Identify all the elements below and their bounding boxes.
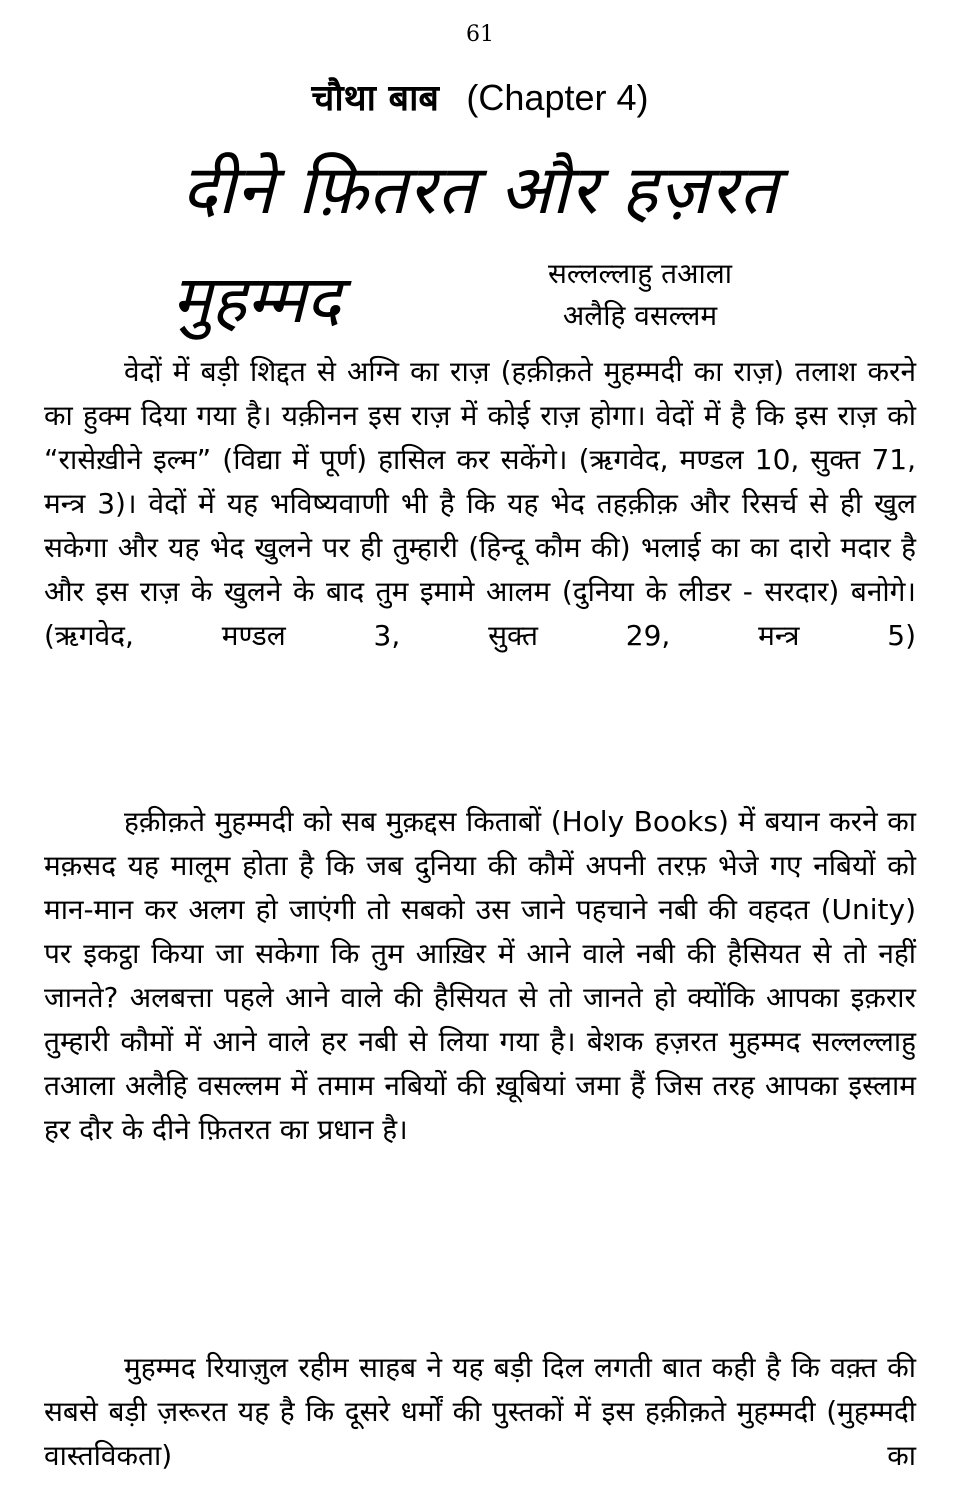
page-title: दीने फ़ितरत और हज़रत <box>181 151 779 230</box>
paragraph-1-text: वेदों में बड़ी शिद्दत से अग्नि का राज़ (हक़ीक़ते मुहम्मदी का राज़) तलाश करने का हुक्म दिया गया है। यक़ीनन इस राज़ में कोई राज़ होगा। वेदों में है कि इस राज़ को “रासेख़ीने इल्म” (विद्या में पूर्ण) हासिल कर सकेंगे। (ऋगवेद, मण्डल 10, सुक्त 71, मन्त्र 3)। वेदों में यह भविष्यवाणी भी है कि यह भेद तहक़ीक़ और रिसर्च से ही खुल सकेगा और यह भेद खुलने पर ही तुम्हारी (हिन्दू कौम की) भलाई का का दारो मदार है और इस राज़ के खुलने के बाद तुम इमामे आलम (दुनिया के लीडर - सरदार) बनोगे। (ऋगवेद, मण्डल 3, सुक्त 29, मन्त्र 5) <box>44 355 916 652</box>
paragraph-3-text: मुहम्मद रियाज़ुल रहीम साहब ने यह बड़ी दिल लगती बात कही है कि वक़्त की सबसे बड़ी ज़रूरत यह है कि दूसरे धर्मों की पुस्तकों में इस हक़ीक़ते मुहम्मदी (मुहम्मदी वास्तविकता) का <box>44 1351 916 1472</box>
salutation-line-1: सल्लल्लाहु तआला <box>548 257 732 290</box>
paragraph-3 <box>44 1346 916 1478</box>
paragraph-2 <box>44 800 916 1152</box>
page-number: 61 <box>466 22 494 47</box>
title-name: मुहम्मद <box>172 261 341 338</box>
chapter-heading-hindi: चौथा बाब <box>311 78 439 119</box>
paragraph-1 <box>44 350 916 658</box>
chapter-heading <box>0 72 960 121</box>
chapter-heading-latin: (Chapter 4) <box>466 77 649 118</box>
paragraph-2-text: हक़ीक़ते मुहम्मदी को सब मुक़द्दस किताबों (Holy Books) में बयान करने का मक़सद यह मालूम होता है कि जब दुनिया की कौमें अपनी तरफ़ भेजे गए नबियों को मान-मान कर अलग हो जाएंगी तो सबको उस जाने पहचाने नबी की वहदत (Unity) पर इकट्ठा किया जा सकेगा कि तुम आख़िर में आने वाले नबी की हैसियत से तो नहीं जानते? अलबत्ता पहले आने वाले की हैसियत से तो जानते हो क्योंकि आपका इक़रार तुम्हारी कौमों में आने वाले हर नबी से लिया गया है। बेशक हज़रत मुहम्मद सल्लल्लाहु तआला अलैहि वसल्लम में तमाम नबियों की ख़ूबियां जमा हैं जिस तरह आपका इस्लाम हर दौर के दीने फ़ितरत का प्रधान है। <box>44 805 916 1146</box>
salutation-line-2: अलैहि वसल्लम <box>562 299 718 332</box>
